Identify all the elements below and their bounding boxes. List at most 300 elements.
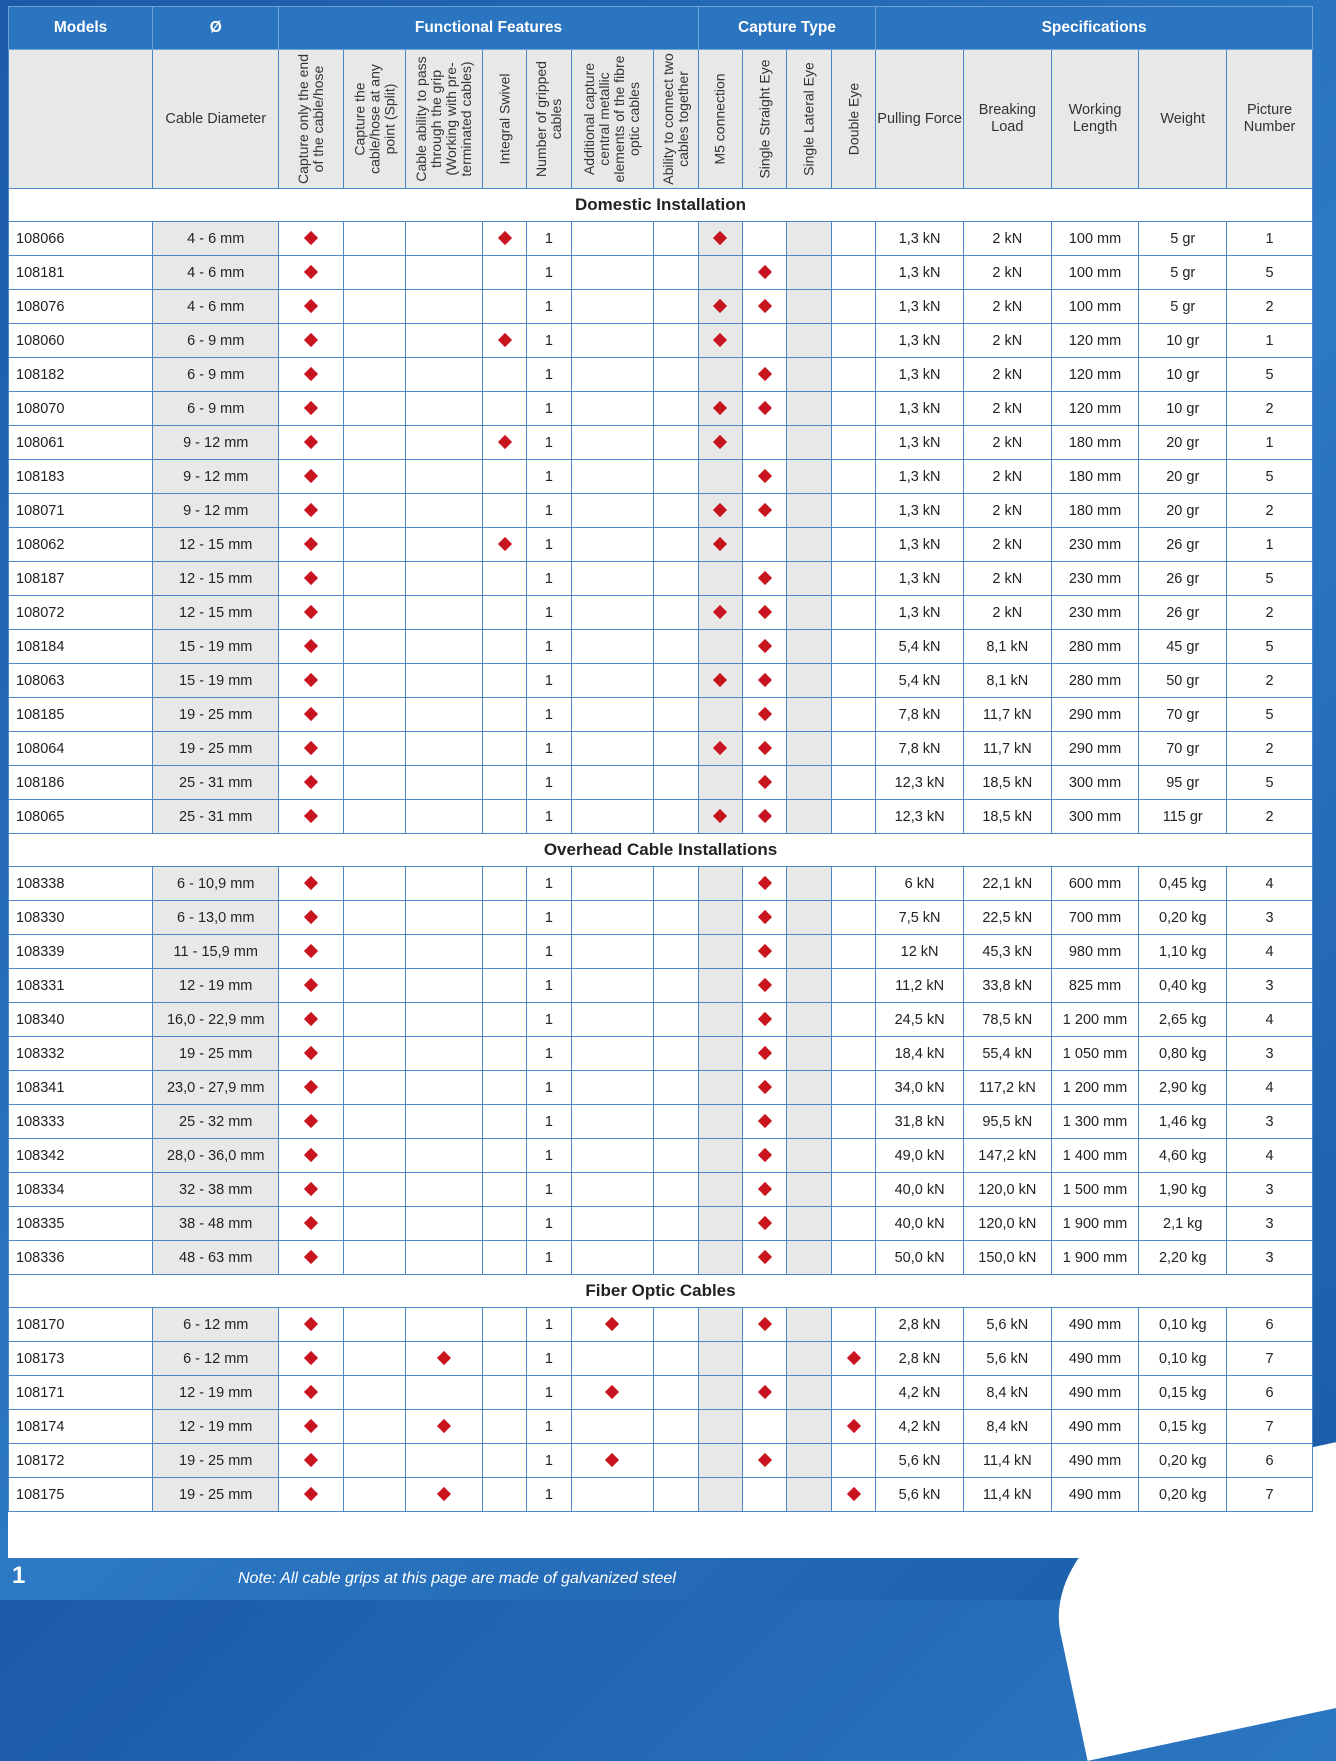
m5-connection-cell: [698, 901, 742, 935]
metallic-elements-cell: [571, 1105, 654, 1139]
working-length-cell: 490 mm: [1051, 1376, 1139, 1410]
single-lateral-eye-cell: [787, 901, 831, 935]
integral-swivel-cell: [482, 867, 526, 901]
single-lateral-eye-cell: [787, 800, 831, 834]
metallic-elements-cell: [571, 460, 654, 494]
capture-end-cell: [279, 1173, 344, 1207]
double-eye-cell: [831, 1071, 875, 1105]
integral-swivel-cell: [482, 1173, 526, 1207]
m5-connection-cell: [698, 1003, 742, 1037]
diamond-marker-icon: [304, 570, 318, 584]
gripped-cables-cell: 1: [527, 1173, 571, 1207]
model-cell: 108170: [9, 1308, 153, 1342]
diamond-marker-icon: [758, 1113, 772, 1127]
metallic-elements-cell: [571, 426, 654, 460]
model-cell: 108181: [9, 256, 153, 290]
capture-split-cell: [343, 392, 406, 426]
diamond-marker-icon: [713, 740, 727, 754]
metallic-elements-cell: [571, 256, 654, 290]
diameter-cell: 19 - 25 mm: [153, 1444, 279, 1478]
diamond-marker-icon: [304, 298, 318, 312]
pulling-force-cell: 1,3 kN: [876, 426, 964, 460]
single-lateral-eye-cell: [787, 664, 831, 698]
capture-split-cell: [343, 358, 406, 392]
pass-through-cell: [406, 935, 483, 969]
diamond-marker-icon: [304, 774, 318, 788]
capture-split-cell: [343, 698, 406, 732]
model-cell: 108064: [9, 732, 153, 766]
pass-through-cell: [406, 562, 483, 596]
diamond-marker-icon: [304, 434, 318, 448]
model-cell: 108182: [9, 358, 153, 392]
working-length-cell: 1 050 mm: [1051, 1037, 1139, 1071]
pass-through-cell: [406, 460, 483, 494]
model-cell: 108065: [9, 800, 153, 834]
single-straight-eye-cell: [743, 1207, 787, 1241]
capture-split-cell: [343, 732, 406, 766]
single-lateral-eye-cell: [787, 1003, 831, 1037]
single-lateral-eye-cell: [787, 222, 831, 256]
working-length-cell: 1 900 mm: [1051, 1207, 1139, 1241]
diamond-marker-icon: [713, 502, 727, 516]
weight-cell: 26 gr: [1139, 596, 1227, 630]
working-length-cell: 1 200 mm: [1051, 1071, 1139, 1105]
capture-end-cell: [279, 630, 344, 664]
breaking-load-cell: 2 kN: [963, 562, 1051, 596]
double-eye-cell: [831, 969, 875, 1003]
gripped-cables-cell: 1: [527, 1071, 571, 1105]
integral-swivel-cell: [482, 562, 526, 596]
capture-end-cell: [279, 358, 344, 392]
capture-split-cell: [343, 1241, 406, 1275]
double-eye-cell: [831, 1444, 875, 1478]
connect-two-cell: [654, 1139, 698, 1173]
weight-cell: 95 gr: [1139, 766, 1227, 800]
breaking-load-cell: 55,4 kN: [963, 1037, 1051, 1071]
double-eye-cell: [831, 732, 875, 766]
working-length-cell: 300 mm: [1051, 800, 1139, 834]
diamond-marker-icon: [758, 570, 772, 584]
breaking-load-cell: 22,1 kN: [963, 867, 1051, 901]
capture-split-cell: [343, 969, 406, 1003]
breaking-load-cell: 8,4 kN: [963, 1376, 1051, 1410]
gripped-cables-cell: 1: [527, 935, 571, 969]
model-cell: 108174: [9, 1410, 153, 1444]
model-cell: 108334: [9, 1173, 153, 1207]
pass-through-cell: [406, 358, 483, 392]
diamond-marker-icon: [713, 536, 727, 550]
picture-number-cell: 3: [1227, 1105, 1313, 1139]
picture-number-cell: 3: [1227, 901, 1313, 935]
diamond-marker-icon: [304, 1452, 318, 1466]
capture-end-cell: [279, 426, 344, 460]
model-cell: 108066: [9, 222, 153, 256]
model-cell: 108332: [9, 1037, 153, 1071]
single-straight-eye-cell: [743, 222, 787, 256]
diamond-marker-icon: [498, 230, 512, 244]
picture-number-cell: 6: [1227, 1444, 1313, 1478]
single-lateral-eye-cell: [787, 256, 831, 290]
capture-split-cell: [343, 935, 406, 969]
double-eye-cell: [831, 1003, 875, 1037]
working-length-cell: 120 mm: [1051, 324, 1139, 358]
gripped-cables-cell: 1: [527, 290, 571, 324]
picture-number-cell: 2: [1227, 596, 1313, 630]
connect-two-cell: [654, 935, 698, 969]
picture-number-cell: 1: [1227, 324, 1313, 358]
capture-end-cell: [279, 1444, 344, 1478]
capture-split-cell: [343, 1037, 406, 1071]
diameter-cell: 6 - 12 mm: [153, 1342, 279, 1376]
connect-two-cell: [654, 1410, 698, 1444]
capture-end-cell: [279, 596, 344, 630]
diamond-marker-icon: [304, 332, 318, 346]
integral-swivel-cell: [482, 698, 526, 732]
integral-swivel-cell: [482, 630, 526, 664]
diameter-cell: 19 - 25 mm: [153, 1478, 279, 1512]
picture-number-cell: 4: [1227, 1139, 1313, 1173]
model-cell: 108336: [9, 1241, 153, 1275]
gripped-cables-cell: 1: [527, 901, 571, 935]
capture-end-cell: [279, 1376, 344, 1410]
table-row: [9, 935, 1313, 969]
capture-split-cell: [343, 1003, 406, 1037]
metallic-elements-cell: [571, 800, 654, 834]
diamond-marker-icon: [713, 604, 727, 618]
pass-through-cell: [406, 324, 483, 358]
single-straight-eye-cell: [743, 256, 787, 290]
pulling-force-cell: 6 kN: [876, 867, 964, 901]
double-eye-cell: [831, 494, 875, 528]
diamond-marker-icon: [304, 536, 318, 550]
capture-end-cell: [279, 766, 344, 800]
cable-grip-table: [8, 6, 1313, 1512]
integral-swivel-cell: [482, 1037, 526, 1071]
capture-split-header: Capture the cable/hose at any point (Split): [351, 64, 398, 174]
model-cell: 108173: [9, 1342, 153, 1376]
double-eye-cell: [831, 766, 875, 800]
integral-swivel-cell: [482, 256, 526, 290]
diameter-cell: 6 - 9 mm: [153, 392, 279, 426]
diamond-marker-icon: [304, 1079, 318, 1093]
weight-cell: 0,20 kg: [1139, 1444, 1227, 1478]
m5-connection-cell: [698, 256, 742, 290]
single-straight-eye-cell: [743, 1342, 787, 1376]
models-group-header: Models: [9, 7, 153, 50]
gripped-cables-cell: 1: [527, 1207, 571, 1241]
single-straight-eye-cell: [743, 426, 787, 460]
working-length-cell: 825 mm: [1051, 969, 1139, 1003]
breaking-load-cell: 2 kN: [963, 528, 1051, 562]
diamond-marker-icon: [758, 977, 772, 991]
connect-two-cell: [654, 1241, 698, 1275]
single-straight-eye-cell: [743, 596, 787, 630]
pass-through-cell: [406, 1342, 483, 1376]
pulling-force-cell: 1,3 kN: [876, 494, 964, 528]
breaking-load-cell: 2 kN: [963, 426, 1051, 460]
connect-two-cell: [654, 426, 698, 460]
pulling-force-cell: 1,3 kN: [876, 324, 964, 358]
capture-end-cell: [279, 1037, 344, 1071]
diamond-marker-icon: [304, 230, 318, 244]
model-cell: 108070: [9, 392, 153, 426]
diameter-cell: 15 - 19 mm: [153, 664, 279, 698]
single-lateral-eye-cell: [787, 1105, 831, 1139]
double-eye-cell: [831, 1139, 875, 1173]
model-cell: 108330: [9, 901, 153, 935]
picture-number-cell: 3: [1227, 969, 1313, 1003]
diameter-cell: 6 - 10,9 mm: [153, 867, 279, 901]
diameter-cell: 4 - 6 mm: [153, 256, 279, 290]
double-eye-cell: [831, 256, 875, 290]
breaking-load-cell: 2 kN: [963, 460, 1051, 494]
diamond-marker-icon: [713, 672, 727, 686]
capture-split-cell: [343, 664, 406, 698]
diamond-marker-icon: [713, 298, 727, 312]
metallic-elements-cell: [571, 1376, 654, 1410]
double-eye-cell: [831, 698, 875, 732]
breaking-load-cell: 95,5 kN: [963, 1105, 1051, 1139]
working-length-cell: 1 500 mm: [1051, 1173, 1139, 1207]
single-straight-eye-cell: [743, 1376, 787, 1410]
connect-two-cell: [654, 1342, 698, 1376]
integral-swivel-cell: [482, 1207, 526, 1241]
page-number: 1: [12, 1562, 26, 1589]
picture-number-cell: 5: [1227, 630, 1313, 664]
weight-cell: 45 gr: [1139, 630, 1227, 664]
diamond-marker-icon: [304, 502, 318, 516]
single-straight-eye-cell: [743, 1037, 787, 1071]
integral-swivel-cell: [482, 800, 526, 834]
metallic-elements-cell: [571, 867, 654, 901]
weight-cell: 26 gr: [1139, 562, 1227, 596]
weight-cell: 26 gr: [1139, 528, 1227, 562]
metallic-elements-cell: [571, 901, 654, 935]
capture-split-cell: [343, 494, 406, 528]
pulling-force-cell: 11,2 kN: [876, 969, 964, 1003]
capture-type-header: Capture Type: [698, 7, 875, 50]
gripped-cables-cell: 1: [527, 460, 571, 494]
connect-two-cell: [654, 1376, 698, 1410]
capture-end-cell: [279, 969, 344, 1003]
double-eye-cell: [831, 1342, 875, 1376]
section-header-row: [9, 834, 1313, 867]
integral-swivel-cell: [482, 1342, 526, 1376]
m5-connection-cell: [698, 392, 742, 426]
model-cell: 108187: [9, 562, 153, 596]
picture-number-cell: 3: [1227, 1241, 1313, 1275]
weight-cell: 4,60 kg: [1139, 1139, 1227, 1173]
integral-swivel-cell: [482, 324, 526, 358]
table-row: [9, 426, 1313, 460]
working-length-cell: 120 mm: [1051, 392, 1139, 426]
capture-split-cell: [343, 1444, 406, 1478]
breaking-load-cell: 8,4 kN: [963, 1410, 1051, 1444]
capture-split-cell: [343, 324, 406, 358]
capture-split-cell: [343, 630, 406, 664]
single-lateral-eye-cell: [787, 460, 831, 494]
model-cell: 108335: [9, 1207, 153, 1241]
table-row: [9, 969, 1313, 1003]
diamond-marker-icon: [713, 230, 727, 244]
connect-two-cell: [654, 1037, 698, 1071]
diameter-cell: 12 - 15 mm: [153, 528, 279, 562]
diameter-cell: 23,0 - 27,9 mm: [153, 1071, 279, 1105]
model-cell: 108186: [9, 766, 153, 800]
weight-cell: 0,20 kg: [1139, 1478, 1227, 1512]
m5-connection-cell: [698, 1308, 742, 1342]
single-lateral-eye-cell: [787, 935, 831, 969]
connect-two-cell: [654, 1071, 698, 1105]
integral-swivel-cell: [482, 1241, 526, 1275]
connect-two-cell: [654, 1308, 698, 1342]
gripped-cables-cell: 1: [527, 562, 571, 596]
pulling-force-cell: 1,3 kN: [876, 358, 964, 392]
single-straight-eye-cell: [743, 630, 787, 664]
single-lateral-eye-cell: [787, 562, 831, 596]
model-cell: 108185: [9, 698, 153, 732]
section-title: Domestic Installation: [9, 189, 1313, 222]
breaking-load-cell: 8,1 kN: [963, 664, 1051, 698]
breaking-load-cell: 2 kN: [963, 494, 1051, 528]
connect-two-header: Ability to connect two cables together: [660, 53, 692, 185]
breaking-load-cell: 45,3 kN: [963, 935, 1051, 969]
pass-through-cell: [406, 222, 483, 256]
pulling-force-cell: 40,0 kN: [876, 1207, 964, 1241]
weight-cell: 10 gr: [1139, 392, 1227, 426]
capture-split-cell: [343, 1478, 406, 1512]
m5-connection-cell: [698, 596, 742, 630]
diamond-marker-icon: [846, 1486, 860, 1500]
specifications-header: Specifications: [876, 7, 1313, 50]
integral-swivel-cell: [482, 494, 526, 528]
connect-two-cell: [654, 528, 698, 562]
diamond-marker-icon: [304, 1181, 318, 1195]
picture-number-cell: 6: [1227, 1376, 1313, 1410]
pass-through-cell: [406, 256, 483, 290]
working-length-cell: 300 mm: [1051, 766, 1139, 800]
pulling-force-cell: 12,3 kN: [876, 800, 964, 834]
integral-swivel-cell: [482, 392, 526, 426]
diamond-marker-icon: [713, 434, 727, 448]
diamond-marker-icon: [304, 1147, 318, 1161]
double-eye-cell: [831, 392, 875, 426]
integral-swivel-cell: [482, 1444, 526, 1478]
working-length-cell: 290 mm: [1051, 698, 1139, 732]
single-straight-eye-cell: [743, 867, 787, 901]
weight-cell: 2,1 kg: [1139, 1207, 1227, 1241]
connect-two-cell: [654, 562, 698, 596]
table-body: [9, 189, 1313, 1512]
m5-connection-cell: [698, 1241, 742, 1275]
breaking-load-cell: 18,5 kN: [963, 766, 1051, 800]
capture-split-cell: [343, 290, 406, 324]
single-lateral-eye-header: Single Lateral Eye: [800, 62, 817, 176]
single-lateral-eye-cell: [787, 1478, 831, 1512]
weight-cell: 0,40 kg: [1139, 969, 1227, 1003]
single-lateral-eye-cell: [787, 1139, 831, 1173]
picture-number-cell: 1: [1227, 528, 1313, 562]
connect-two-cell: [654, 664, 698, 698]
metallic-elements-cell: [571, 222, 654, 256]
model-cell: 108331: [9, 969, 153, 1003]
pulling-force-cell: 5,6 kN: [876, 1478, 964, 1512]
working-length-cell: 100 mm: [1051, 290, 1139, 324]
diameter-cell: 12 - 19 mm: [153, 969, 279, 1003]
table-row: [9, 698, 1313, 732]
double-eye-cell: [831, 1241, 875, 1275]
double-eye-cell: [831, 290, 875, 324]
diamond-marker-icon: [758, 875, 772, 889]
diameter-cell: 6 - 12 mm: [153, 1308, 279, 1342]
capture-split-cell: [343, 256, 406, 290]
connect-two-cell: [654, 324, 698, 358]
working-length-cell: 1 300 mm: [1051, 1105, 1139, 1139]
breaking-load-header: Breaking Load: [963, 50, 1051, 189]
breaking-load-cell: 11,7 kN: [963, 732, 1051, 766]
integral-swivel-cell: [482, 1139, 526, 1173]
single-straight-eye-cell: [743, 460, 787, 494]
pulling-force-cell: 5,6 kN: [876, 1444, 964, 1478]
metallic-elements-cell: [571, 324, 654, 358]
model-cell: 108061: [9, 426, 153, 460]
model-cell: 108183: [9, 460, 153, 494]
connect-two-cell: [654, 732, 698, 766]
gripped-cables-cell: 1: [527, 1410, 571, 1444]
single-lateral-eye-cell: [787, 1173, 831, 1207]
table-row: [9, 732, 1313, 766]
m5-connection-header: M5 connection: [711, 73, 728, 165]
diamond-marker-icon: [304, 943, 318, 957]
diamond-marker-icon: [758, 604, 772, 618]
table-row: [9, 630, 1313, 664]
diamond-marker-icon: [758, 808, 772, 822]
capture-split-cell: [343, 528, 406, 562]
working-length-cell: 700 mm: [1051, 901, 1139, 935]
single-straight-eye-cell: [743, 1105, 787, 1139]
diamond-marker-icon: [304, 468, 318, 482]
weight-cell: 1,46 kg: [1139, 1105, 1227, 1139]
m5-connection-cell: [698, 528, 742, 562]
breaking-load-cell: 18,5 kN: [963, 800, 1051, 834]
models-column-header: [9, 50, 153, 189]
metallic-elements-cell: [571, 1037, 654, 1071]
diamond-marker-icon: [498, 536, 512, 550]
working-length-cell: 230 mm: [1051, 562, 1139, 596]
integral-swivel-cell: [482, 290, 526, 324]
picture-number-cell: 7: [1227, 1342, 1313, 1376]
diamond-marker-icon: [758, 706, 772, 720]
table-row: [9, 392, 1313, 426]
single-lateral-eye-cell: [787, 1207, 831, 1241]
metallic-elements-cell: [571, 732, 654, 766]
diameter-cell: 9 - 12 mm: [153, 426, 279, 460]
metallic-elements-cell: [571, 1478, 654, 1512]
picture-number-cell: 4: [1227, 1003, 1313, 1037]
pulling-force-cell: 49,0 kN: [876, 1139, 964, 1173]
breaking-load-cell: 78,5 kN: [963, 1003, 1051, 1037]
capture-end-cell: [279, 290, 344, 324]
section-header-row: [9, 1275, 1313, 1308]
picture-number-cell: 5: [1227, 460, 1313, 494]
breaking-load-cell: 11,7 kN: [963, 698, 1051, 732]
single-straight-eye-cell: [743, 290, 787, 324]
integral-swivel-cell: [482, 969, 526, 1003]
pass-through-cell: [406, 528, 483, 562]
pass-through-cell: [406, 1207, 483, 1241]
capture-end-cell: [279, 664, 344, 698]
single-straight-eye-cell: [743, 1173, 787, 1207]
